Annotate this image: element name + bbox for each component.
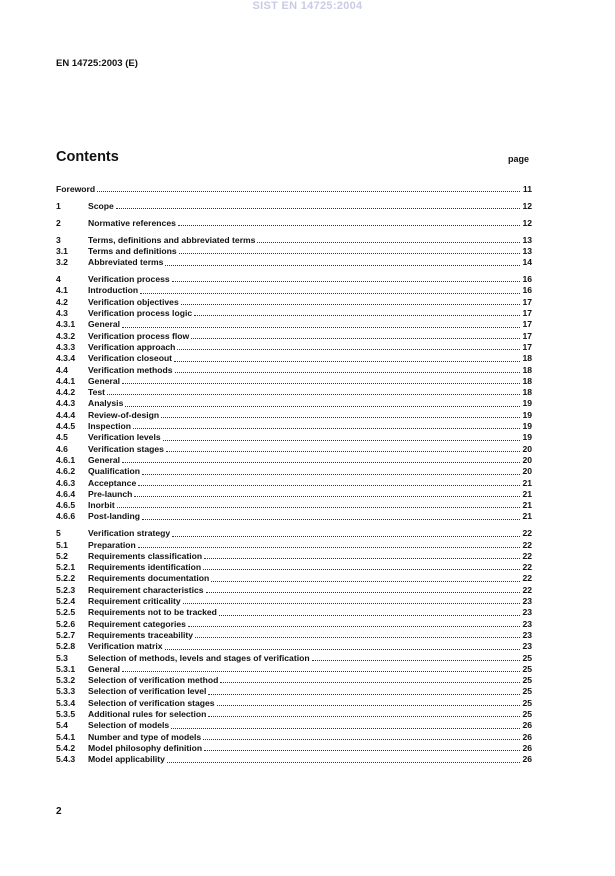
toc-entry-page: 22 <box>522 584 532 595</box>
toc-entry[interactable] <box>56 432 532 443</box>
toc-entry[interactable] <box>56 398 532 409</box>
toc-entry-page: 26 <box>522 754 532 765</box>
toc-entry[interactable] <box>56 489 532 500</box>
toc-entry[interactable] <box>56 274 532 285</box>
toc-entry-number: 2 <box>56 217 61 228</box>
toc-leader-dots <box>312 660 520 661</box>
toc-entry-title: General <box>88 454 121 465</box>
toc-entry-title: Verification objectives <box>88 296 179 307</box>
toc-entry-page: 18 <box>522 353 532 364</box>
toc-entry[interactable] <box>56 376 532 387</box>
toc-entry-number: 5.1 <box>56 539 68 550</box>
toc-leader-dots <box>165 265 520 266</box>
toc-entry-number: 4.3 <box>56 308 68 319</box>
toc-entry-number: 5 <box>56 528 61 539</box>
table-of-contents <box>56 184 532 766</box>
toc-entry-number: 4.4.4 <box>56 409 76 420</box>
toc-entry[interactable] <box>56 365 532 376</box>
toc-entry[interactable] <box>56 257 532 268</box>
toc-entry-number: 4.4.5 <box>56 421 76 432</box>
toc-entry-number: 4.3.1 <box>56 319 76 330</box>
toc-leader-dots <box>181 304 520 305</box>
toc-entry-number: 5.3.5 <box>56 709 76 720</box>
toc-entry-number: 5.4.2 <box>56 742 76 753</box>
toc-entry-page: 17 <box>522 341 532 352</box>
toc-leader-dots <box>122 327 520 328</box>
toc-entry-page: 18 <box>522 387 532 398</box>
toc-entry-title: Preparation <box>88 539 136 550</box>
toc-entry-page: 20 <box>522 443 532 454</box>
toc-entry-title: Pre-launch <box>88 488 133 499</box>
toc-entry-page: 23 <box>522 607 532 618</box>
page-title: Contents <box>56 149 119 165</box>
toc-entry-number: 4.4.3 <box>56 398 76 409</box>
toc-entry-number: 5.2.6 <box>56 618 76 629</box>
toc-entry-page: 22 <box>522 539 532 550</box>
toc-leader-dots <box>174 361 520 362</box>
toc-entry[interactable] <box>56 331 532 342</box>
watermark: SIST EN 14725:2004 <box>252 0 363 12</box>
toc-entry[interactable] <box>56 675 532 686</box>
toc-entry[interactable] <box>56 743 532 754</box>
toc-entry-title: Inorbit <box>88 500 115 511</box>
toc-entry[interactable] <box>56 246 532 257</box>
toc-entry[interactable] <box>56 528 532 539</box>
toc-leader-dots <box>208 694 520 695</box>
toc-entry-page: 23 <box>522 618 532 629</box>
toc-entry-number: 5.2.4 <box>56 596 76 607</box>
toc-entry-title: Number and type of models <box>88 731 202 742</box>
toc-leader-dots <box>172 281 520 282</box>
toc-entry-number: 4.6.3 <box>56 477 76 488</box>
toc-entry-number: 5.4.1 <box>56 731 76 742</box>
toc-entry-number: 4.6.5 <box>56 500 76 511</box>
toc-entry-page: 13 <box>522 245 532 256</box>
toc-entry-title: Verification matrix <box>88 641 163 652</box>
toc-entry-number: 3.2 <box>56 257 68 268</box>
toc-entry[interactable] <box>56 720 532 731</box>
toc-entry-page: 25 <box>522 686 532 697</box>
toc-entry-number: 4.4.2 <box>56 387 76 398</box>
toc-entry-number: 5.2.5 <box>56 607 76 618</box>
toc-leader-dots <box>122 671 520 672</box>
toc-entry[interactable] <box>56 641 532 652</box>
toc-entry-page: 21 <box>522 511 532 522</box>
toc-entry-number: 5.2.2 <box>56 573 76 584</box>
toc-entry[interactable] <box>56 500 532 511</box>
toc-entry-title: Inspection <box>88 421 131 432</box>
toc-entry[interactable] <box>56 709 532 720</box>
toc-entry[interactable] <box>56 596 532 607</box>
toc-leader-dots <box>140 293 520 294</box>
toc-entry-title: Verification process logic <box>88 308 193 319</box>
toc-entry-number: 5.4 <box>56 720 68 731</box>
toc-entry-title: Verification methods <box>88 364 173 375</box>
toc-leader-dots <box>203 569 520 570</box>
toc-entry-title: Post-landing <box>88 511 141 522</box>
toc-entry[interactable] <box>56 297 532 308</box>
toc-leader-dots <box>191 338 520 339</box>
toc-entry-title: Requirement criticality <box>88 596 181 607</box>
toc-entry-number: 4.6.6 <box>56 511 76 522</box>
toc-entry-page: 25 <box>522 675 532 686</box>
toc-entry-number: 4.6 <box>56 443 68 454</box>
toc-leader-dots <box>163 440 520 441</box>
toc-entry-title: Qualification <box>88 466 141 477</box>
toc-entry-title: General <box>88 663 121 674</box>
toc-entry-number: 4.1 <box>56 285 68 296</box>
toc-entry-title: Verification stages <box>88 443 164 454</box>
toc-entry-page: 26 <box>522 720 532 731</box>
toc-leader-dots <box>177 349 520 350</box>
toc-entry-page: 21 <box>522 488 532 499</box>
toc-entry[interactable] <box>56 319 532 330</box>
toc-entry-title: Requirements documentation <box>88 573 210 584</box>
toc-entry-title: Abbreviated terms <box>88 257 164 268</box>
toc-entry-title: Selection of methods, levels and stages of verification <box>88 652 310 663</box>
toc-entry-title: Selection of models <box>88 720 170 731</box>
toc-entry-title: General <box>88 375 121 386</box>
toc-entry[interactable] <box>56 285 532 296</box>
toc-entry-number: 5.4.3 <box>56 754 76 765</box>
toc-entry-page: 19 <box>522 421 532 432</box>
toc-entry[interactable] <box>56 218 532 229</box>
toc-entry-page: 22 <box>522 528 532 539</box>
toc-entry[interactable] <box>56 353 532 364</box>
toc-entry[interactable] <box>56 235 532 246</box>
toc-entry-number: 5.3.2 <box>56 675 76 686</box>
toc-entry-title: Verification approach <box>88 341 176 352</box>
toc-entry-title: Verification process <box>88 274 170 285</box>
toc-entry-title: Terms and definitions <box>88 245 177 256</box>
toc-entry-page: 14 <box>522 257 532 268</box>
toc-entry-page: 19 <box>522 409 532 420</box>
toc-entry-page: 23 <box>522 629 532 640</box>
toc-entry[interactable] <box>56 387 532 398</box>
toc-entry-page: 25 <box>522 652 532 663</box>
toc-entry-page: 26 <box>522 731 532 742</box>
toc-entry-page: 22 <box>522 573 532 584</box>
toc-leader-dots <box>161 417 520 418</box>
toc-entry-title: Model philosophy definition <box>88 742 203 753</box>
toc-entry-title: Verification strategy <box>88 528 171 539</box>
toc-entry-page: 21 <box>522 477 532 488</box>
toc-entry-page: 21 <box>522 500 532 511</box>
toc-entry-number: 1 <box>56 200 61 211</box>
toc-entry-title: Requirements not to be tracked <box>88 607 217 618</box>
toc-entry[interactable] <box>56 421 532 432</box>
toc-entry[interactable] <box>56 562 532 573</box>
toc-entry[interactable] <box>56 466 532 477</box>
toc-entry-title: Verification closeout <box>88 353 173 364</box>
toc-leader-dots <box>167 762 520 763</box>
toc-entry-page: 23 <box>522 641 532 652</box>
toc-entry-title: Additional rules for selection <box>88 709 207 720</box>
toc-entry-page: 12 <box>522 200 532 211</box>
toc-entry-title: Foreword <box>56 184 96 194</box>
toc-entry-number: 5.3.4 <box>56 697 76 708</box>
toc-entry-page: 18 <box>522 375 532 386</box>
toc-entry-title: Scope <box>88 200 114 211</box>
toc-entry-page: 25 <box>522 663 532 674</box>
toc-entry-page: 19 <box>522 432 532 443</box>
toc-entry-page: 11 <box>522 184 532 194</box>
toc-leader-dots <box>219 615 520 616</box>
toc-leader-dots <box>175 372 520 373</box>
toc-entry-number: 5.2.7 <box>56 629 76 640</box>
toc-entry-title: Verification levels <box>88 432 161 443</box>
toc-entry-number: 4.3.2 <box>56 330 76 341</box>
toc-entry-title: Terms, definitions and abbreviated terms <box>88 234 256 245</box>
toc-entry-number: 4.4.1 <box>56 375 76 386</box>
toc-leader-dots <box>188 626 520 627</box>
toc-entry[interactable] <box>56 732 532 743</box>
toc-leader-dots <box>183 603 520 604</box>
toc-leader-dots <box>171 728 520 729</box>
toc-leader-dots <box>122 383 520 384</box>
toc-entry-title: Test <box>88 387 106 398</box>
toc-entry-page: 22 <box>522 550 532 561</box>
toc-entry-page: 16 <box>522 285 532 296</box>
toc-entry-page: 17 <box>522 330 532 341</box>
toc-entry-title: Requirement categories <box>88 618 186 629</box>
toc-entry-page: 12 <box>522 217 532 228</box>
toc-entry[interactable] <box>56 551 532 562</box>
toc-entry-number: 4.4 <box>56 364 68 375</box>
toc-leader-dots <box>97 191 520 192</box>
toc-leader-dots <box>211 581 520 582</box>
toc-entry-number: 4.5 <box>56 432 68 443</box>
toc-leader-dots <box>116 208 520 209</box>
toc-entry-title: Introduction <box>88 285 139 296</box>
toc-entry[interactable] <box>56 201 532 212</box>
toc-leader-dots <box>107 394 520 395</box>
toc-leader-dots <box>178 225 520 226</box>
toc-leader-dots <box>166 451 520 452</box>
toc-entry-number: 4.6.4 <box>56 488 76 499</box>
toc-entry-page: 20 <box>522 466 532 477</box>
toc-entry-page: 22 <box>522 562 532 573</box>
toc-leader-dots <box>122 462 520 463</box>
toc-entry[interactable] <box>56 342 532 353</box>
toc-entry-title: Requirements classification <box>88 550 203 561</box>
toc-entry-page: 17 <box>522 308 532 319</box>
toc-entry-number: 5.2 <box>56 550 68 561</box>
toc-entry[interactable] <box>56 585 532 596</box>
toc-entry-title: Verification process flow <box>88 330 190 341</box>
toc-entry-page: 25 <box>522 709 532 720</box>
toc-entry[interactable] <box>56 698 532 709</box>
toc-entry-title: Review-of-design <box>88 409 160 420</box>
toc-leader-dots <box>257 242 520 243</box>
toc-entry[interactable] <box>56 511 532 522</box>
toc-entry-title: Requirements traceability <box>88 629 194 640</box>
toc-entry-title: Normative references <box>88 217 176 228</box>
toc-leader-dots <box>204 750 520 751</box>
toc-leader-dots <box>220 682 520 683</box>
toc-entry-number: 4.3.4 <box>56 353 76 364</box>
toc-leader-dots <box>172 536 520 537</box>
toc-entry-number: 4 <box>56 274 61 285</box>
toc-entry[interactable] <box>56 619 532 630</box>
toc-entry-title: Selection of verification method <box>88 675 219 686</box>
toc-entry-page: 26 <box>522 742 532 753</box>
toc-entry-title: General <box>88 319 121 330</box>
toc-entry-page: 17 <box>522 319 532 330</box>
toc-entry-number: 5.3.3 <box>56 686 76 697</box>
toc-entry-page: 17 <box>522 296 532 307</box>
toc-leader-dots <box>133 428 520 429</box>
toc-entry-title: Analysis <box>88 398 124 409</box>
toc-entry[interactable] <box>56 184 532 195</box>
toc-entry[interactable] <box>56 540 532 551</box>
toc-leader-dots <box>125 406 520 407</box>
toc-entry[interactable] <box>56 308 532 319</box>
toc-leader-dots <box>138 547 520 548</box>
toc-entry-page: 23 <box>522 596 532 607</box>
toc-entry-number: 4.2 <box>56 296 68 307</box>
toc-entry[interactable] <box>56 630 532 641</box>
toc-entry-number: 5.3 <box>56 652 68 663</box>
toc-entry-title: Selection of verification stages <box>88 697 215 708</box>
toc-entry-number: 5.2.8 <box>56 641 76 652</box>
toc-entry-number: 4.6.2 <box>56 466 76 477</box>
toc-leader-dots <box>117 507 520 508</box>
toc-entry-page: 25 <box>522 697 532 708</box>
toc-leader-dots <box>206 592 520 593</box>
toc-entry-number: 4.3.3 <box>56 341 76 352</box>
toc-entry[interactable] <box>56 455 532 466</box>
toc-entry[interactable] <box>56 478 532 489</box>
toc-entry-title: Acceptance <box>88 477 137 488</box>
toc-entry-number: 5.2.1 <box>56 562 76 573</box>
toc-entry-page: 19 <box>522 398 532 409</box>
toc-leader-dots <box>134 496 520 497</box>
toc-leader-dots <box>203 739 520 740</box>
toc-entry[interactable] <box>56 573 532 584</box>
toc-entry-title: Model applicability <box>88 754 165 765</box>
toc-leader-dots <box>179 253 520 254</box>
toc-entry-number: 3 <box>56 234 61 245</box>
toc-entry[interactable] <box>56 754 532 765</box>
toc-leader-dots <box>142 474 520 475</box>
toc-entry[interactable] <box>56 444 532 455</box>
toc-leader-dots <box>142 519 520 520</box>
toc-leader-dots <box>165 649 520 650</box>
toc-entry[interactable] <box>56 607 532 618</box>
toc-entry-number: 5.2.3 <box>56 584 76 595</box>
toc-leader-dots <box>204 558 520 559</box>
page-column-label: page <box>508 154 530 164</box>
toc-entry-number: 3.1 <box>56 245 68 256</box>
toc-entry[interactable] <box>56 653 532 664</box>
toc-entry-title: Requirements identification <box>88 562 202 573</box>
toc-entry[interactable] <box>56 410 532 421</box>
toc-leader-dots <box>138 485 520 486</box>
toc-entry[interactable] <box>56 664 532 675</box>
toc-leader-dots <box>195 637 520 638</box>
toc-leader-dots <box>194 315 520 316</box>
toc-entry-title: Requirement characteristics <box>88 584 204 595</box>
toc-entry-page: 18 <box>522 364 532 375</box>
toc-leader-dots <box>208 716 520 717</box>
toc-entry-title: Selection of verification level <box>88 686 207 697</box>
toc-entry-page: 13 <box>522 234 532 245</box>
toc-leader-dots <box>217 705 520 706</box>
toc-entry-page: 20 <box>522 454 532 465</box>
document-id: EN 14725:2003 (E) <box>56 58 138 69</box>
toc-entry-number: 4.6.1 <box>56 454 76 465</box>
toc-entry-page: 16 <box>522 274 532 285</box>
toc-entry[interactable] <box>56 686 532 697</box>
page-number: 2 <box>56 806 62 817</box>
toc-entry-number: 5.3.1 <box>56 663 76 674</box>
